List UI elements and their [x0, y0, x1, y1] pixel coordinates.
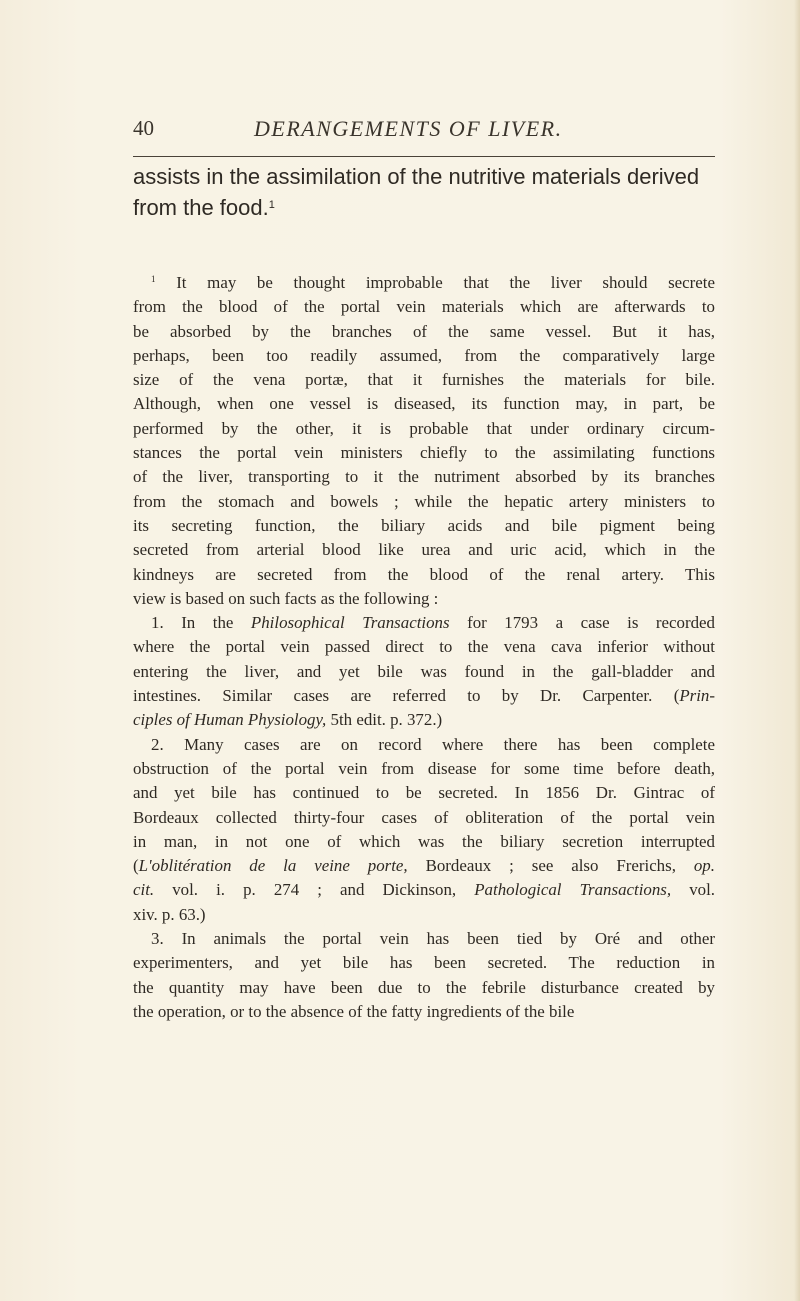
- footnote-marker: 1: [151, 274, 156, 284]
- footnote-line: be absorbed by the branches of the same vessel. But it has,: [133, 321, 715, 341]
- footnote-line: of the liver, transporting to it the nutriment absorbed by its branches: [133, 467, 715, 487]
- main-text-fragment: from the food.: [133, 195, 269, 220]
- list-item-text: Bordeaux ; see also Frerichs,: [425, 856, 676, 876]
- main-text: [133, 162, 715, 222]
- main-text-line: [133, 191, 715, 222]
- list-item-2-line: Bordeaux collected thirty-four cases of obliteration of the portal vein: [133, 807, 715, 827]
- footnote-line: kindneys are secreted from the blood of the renal artery. This: [133, 564, 715, 584]
- list-item-2-line: xiv. p. 63.): [133, 904, 206, 924]
- footnote-line: its secreting function, the biliary acids and bile pigment being: [133, 515, 715, 535]
- list-item-text: 5th edit. p. 372.): [330, 710, 443, 730]
- list-item-3-line: the operation, or to the absence of the fatty ingredients of the bile: [133, 1001, 575, 1021]
- list-item-text: vol. i. p. 274 ; and Dickinson,: [172, 880, 457, 900]
- list-item-1-line: [133, 708, 715, 732]
- list-item-3-line: the quantity may have been due to the febrile disturbance created by: [133, 977, 715, 997]
- footnote-line: Although, when one vessel is diseased, its function may, in part, be: [133, 394, 715, 414]
- list-item-text: Many cases are on record where there has been complete: [184, 734, 715, 754]
- footnote-line: view is based on such facts as the following :: [133, 588, 439, 608]
- list-item-3-line: [133, 927, 715, 951]
- page-edge-shadow: [794, 0, 800, 1301]
- journal-title: Philosophical Transactions: [250, 613, 450, 633]
- page-number: 40: [133, 116, 154, 140]
- list-item-2-line: [133, 854, 715, 878]
- list-item-2-line: in man, in not one of which was the biliary secretion interrupted: [133, 831, 715, 851]
- journal-title: Pathological Transactions,: [474, 880, 672, 900]
- footnote-line: performed by the other, it is probable that under ordinary circum-: [133, 418, 715, 438]
- list-item-text: (: [133, 856, 139, 876]
- book-title: L'oblitération de la veine porte,: [138, 856, 408, 876]
- list-item-1-line: [133, 611, 715, 635]
- list-item-number: 1.: [151, 613, 164, 633]
- footnote-line: stances the portal vein ministers chiefly to the assimilating functions: [133, 443, 715, 463]
- list-item-number: 2.: [151, 734, 164, 754]
- main-text-line: assists in the assimilation of the nutritive materials derived: [133, 164, 700, 189]
- footnote-line: [133, 267, 715, 295]
- running-title: DERANGEMENTS OF LIVER.: [254, 116, 563, 141]
- list-item-1-line: [133, 684, 715, 708]
- book-title: ciples of Human Physiology,: [133, 710, 327, 730]
- list-item-2-line: [133, 878, 715, 902]
- list-item-text: In animals the portal vein has been tied by Oré and other: [181, 929, 715, 949]
- header-rule: [133, 156, 715, 157]
- list-item-2-line: and yet bile has continued to be secreted. In 1856 Dr. Gintrac of: [133, 783, 715, 803]
- list-item-1-line: where the portal vein passed direct to the vena cava inferior without: [133, 637, 715, 657]
- list-item-2-line: obstruction of the portal vein from disease for some time before death,: [133, 758, 715, 778]
- footnote: [133, 267, 715, 1024]
- footnote-line: size of the vena portæ, that it furnishes the materials for bile.: [133, 370, 715, 390]
- footnote-line: from the stomach and bowels ; while the hepatic artery ministers to: [133, 491, 715, 511]
- list-item-text: for 1793 a case is recorded: [467, 613, 715, 633]
- citation-abbrev: op.: [693, 856, 715, 876]
- list-item-3-line: experimenters, and yet bile has been secreted. The reduction in: [133, 953, 715, 973]
- list-item-1-line: entering the liver, and yet bile was found in the gall-bladder and: [133, 661, 715, 681]
- list-item-text: In the: [181, 613, 234, 633]
- list-item-text: intestines. Similar cases are referred to by Dr. Carpenter. (: [133, 686, 680, 706]
- footnote-text: It may be thought improbable that the liver should secrete: [176, 273, 715, 292]
- footnote-line: secreted from arterial blood like urea and uric acid, which in the: [133, 540, 715, 560]
- footnote-reference: 1: [268, 199, 275, 211]
- list-item-2-line: [133, 733, 715, 757]
- book-title: Prin-: [679, 686, 715, 706]
- page-header: [133, 107, 713, 147]
- list-item-number: 3.: [151, 929, 164, 949]
- footnote-line: perhaps, been too readily assumed, from the comparatively large: [133, 345, 715, 365]
- citation-abbrev: cit.: [133, 880, 155, 900]
- footnote-line: from the blood of the portal vein materials which are afterwards to: [133, 297, 715, 317]
- list-item-text: vol.: [689, 880, 715, 900]
